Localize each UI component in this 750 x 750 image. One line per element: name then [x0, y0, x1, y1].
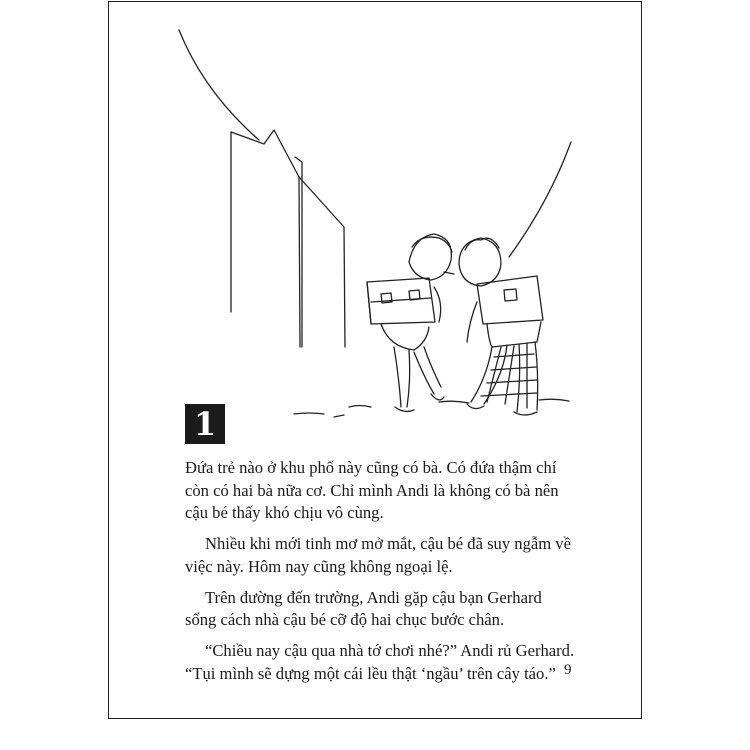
page-number: 9 — [564, 662, 572, 678]
text-line: “Chiều nay cậu qua nhà tớ chơi nhé?” Andi rủ Gerhard. — [205, 641, 575, 660]
text-line: “Tụi mình sẽ dựng một cái lều thật ‘ngầu’ trên cây táo.” — [185, 663, 556, 683]
boy-left — [367, 234, 454, 411]
text-line: việc này. Hôm nay cũng không ngoại lệ. — [185, 556, 453, 576]
paragraph-3 — [185, 587, 585, 632]
text-line: còn có hai bà nữa cơ. Chỉ mình Andi là không có bà nên — [185, 480, 559, 500]
text-line: cậu bé thấy khó chịu vô cùng. — [185, 503, 384, 522]
text-line: Nhiều khi mới tinh mơ mở mắt, cậu bé đã suy ngẫm về — [205, 534, 571, 553]
chapter-number: 1 — [193, 405, 217, 443]
paragraph-2 — [185, 533, 585, 578]
chapter-text — [185, 457, 585, 694]
text-line: Đứa trẻ nào ở khu phố này cũng có bà. Có đứa thậm chí — [185, 458, 557, 477]
text-line: sống cách nhà cậu bé cỡ độ hai chục bước chân. — [185, 610, 505, 629]
text-line: Trên đường đến trường, Andi gặp cậu bạn Gerhard — [205, 587, 542, 607]
book-page — [108, 1, 642, 719]
illustration-two-boys-walking — [109, 2, 643, 422]
chapter-number-badge — [185, 404, 225, 444]
paragraph-4 — [185, 640, 585, 685]
boy-right — [459, 238, 543, 415]
paragraph-1 — [185, 457, 585, 525]
